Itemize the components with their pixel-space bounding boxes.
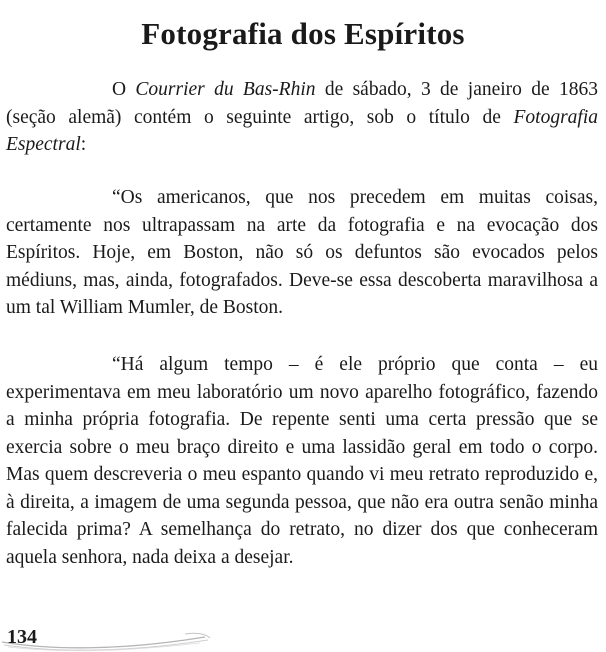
page-footer (0, 620, 606, 652)
paragraph-quote-1: “Os americanos, que nos precedem em muitas coisas, certamente nos ultrapassam na arte da fotografia e na evocação dos Espíritos. Hoje, em Boston, não só os defuntos são evocados pelos médiuns, mas, ainda, fotografados. Deve-se essa descoberta maravilhosa a um tal William Mumler, de Boston. (6, 187, 598, 318)
page-title: Fotografia dos Espíritos (141, 16, 465, 51)
intro-lead: O (112, 79, 136, 100)
intro-end: : (80, 134, 87, 155)
article-title: Fotografia Espectral (6, 106, 598, 155)
paragraph-quote-2: “Há algum tempo – é ele próprio que conta – eu experimentava em meu laboratório um novo aparelho fotográfico, fazendo a minha própria fotografia. De repente senti uma certa pressão que se exercia sobre o meu braço direito e uma lassidão geral em todo o corpo. Mas quem descreveria o meu espanto quando vi meu retrato reproduzido e, à direita, a imagem de uma segunda pessoa, que não era outra senão minha falecida prima? A semelhança do retrato, no dizer dos que conheceram aquela senhora, nada deixa a desejar. (6, 354, 598, 568)
intro-middle: de sábado, 3 de janeiro de 1863 (seção alemã) contém o seguinte artigo, sob o título de (6, 79, 598, 128)
publication-name: Courrier du Bas-Rhin (135, 79, 316, 100)
paragraph-intro (6, 76, 598, 159)
page-number: 134 (7, 626, 37, 648)
